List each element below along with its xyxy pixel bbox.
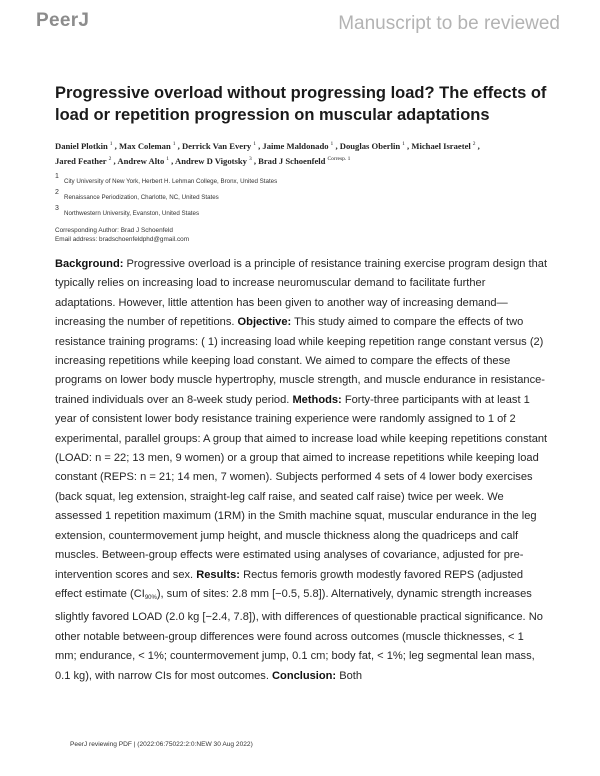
author-affil-mark: 1 — [330, 141, 334, 147]
affiliation-text: City University of New York, Herbert H. Lehman College, Bronx, United States — [64, 178, 278, 185]
corresponding-author — [55, 226, 565, 244]
methods-text: Forty-three participants with at least 1 year of consistent lower body resistance training experience were randomly assigned to 1 of 2 experimental, parallel groups: A group that aimed to increase load while keeping repetitions constant (LOAD: n = 22; 13 men, 9 women) or a group that aimed to increase repetitions while keeping load constant (REPS: n = 21; 14 men, 7 women). Subjects performed 4 sets of 4 lower body exercises (back squat, leg extension, straight-leg calf raise, and seated calf raise) twice per week. We assessed 1 repetition maximum (1RM) in the Smith machine squat, muscular endurance in the leg extension, countermovement jump height, and muscle thickness along the quadriceps and calf muscles. Between-group effects were estimated using analyses of covariance, adjusted for pre-intervention scores and sex. — [55, 393, 548, 581]
affiliation-text: Northwestern University, Evanston, United States — [64, 210, 200, 217]
author-affil-mark: 3 — [248, 156, 252, 162]
author-affil-mark: 2 — [472, 141, 476, 147]
peerj-logo: PeerJ — [36, 10, 90, 31]
abstract — [55, 255, 548, 686]
affiliation-item — [55, 174, 565, 190]
affiliation-item — [55, 190, 565, 206]
corresponding-author-email: Email address: bradschoenfeldphd@gmail.com — [55, 236, 190, 243]
author-name: Douglas Oberlin — [339, 141, 401, 151]
author-affil-mark: 1 — [166, 156, 169, 162]
objective-label: Objective: — [237, 316, 292, 329]
methods-label: Methods: — [292, 393, 342, 406]
manuscript-status: Manuscript to be reviewed — [338, 13, 560, 34]
results-text-continued: ), sum of sites: 2.8 mm [−0.5, 5.8]). Alternatively, dynamic strength increases slightly favored LOAD (2.0 kg [−2.4, 7.8]), with differences of questionable practical significance. No other notable between-group differences were found across outcomes (muscle thicknesses, < 1 mm; endurance, < 1%; countermovement jump, 0.1 cm; body fat, < 1%; leg segmental lean mass, 0.1 kg), with narrow CIs for most outcomes. — [55, 587, 543, 682]
conclusion-label: Conclusion: — [272, 669, 337, 682]
affiliation-text: Renaissance Periodization, Charlotte, NC, United States — [64, 194, 219, 201]
author-affil-mark: 1 — [172, 141, 176, 147]
results-label: Results: — [196, 568, 241, 581]
affiliation-number: 2 — [55, 189, 59, 196]
results-text: Rectus femoris growth modestly favored REPS (adjusted effect estimate (CI — [55, 568, 524, 600]
author-name: Jaime Maldonado — [262, 141, 329, 151]
paper-title: Progressive overload without progressing load? The effects of load or repetition progression on muscular adaptations — [55, 84, 547, 124]
background-text: Progressive overload is a principle of resistance training exercise program design that typically relies on increasing load to increase neuromuscular demand to facilitate further adaptations. However, little attention has been given to another way of increasing demand—increasing the number of repetitions. — [55, 258, 548, 329]
affiliation-number: 3 — [55, 205, 59, 212]
corresponding-author-name: Corresponding Author: Brad J Schoenfeld — [55, 227, 173, 234]
author-list: Daniel Plotkin $^1$ , Max Coleman $^1$ , Derrick Van Every $^1$ , Jaime Maldonado $^1$ , Douglas Oberlin $^1$ , Michael Israetel $^2$ , Jared Feather $^2$ , Andrew Alto $^1$ , Andrew D Vigotsky $^3$ , Brad J Schoenfeld $^{Corresp. 1}$ — [55, 141, 480, 166]
author-name: Derrick Van Every — [181, 141, 252, 151]
author-affil-mark: 1 — [253, 141, 256, 147]
author-affil-mark: 1 — [109, 141, 113, 147]
author-name: Michael Israetel — [411, 141, 471, 151]
affiliation-item — [55, 206, 565, 222]
ci-subscript: 90% — [144, 594, 157, 601]
author-name: Jared Feather — [55, 156, 107, 166]
author-name: Andrew Alto — [117, 156, 165, 166]
author-affil-mark: 1 — [402, 141, 405, 147]
page-footer: PeerJ reviewing PDF | (2022:06:75022:2:0:NEW 30 Aug 2022) — [70, 741, 253, 748]
affiliation-list — [55, 174, 565, 222]
author-name: Daniel Plotkin — [55, 141, 108, 151]
conclusion-text: Both — [336, 669, 363, 682]
background-label: Background: — [55, 258, 124, 270]
author-name: Brad J Schoenfeld — [258, 156, 326, 166]
author-affil-mark: Corresp. 1 — [327, 156, 351, 162]
objective-text: This study aimed to compare the effects of two resistance training programs: ( 1) increasing load while keeping repetition range constant versus (2) increasing repetitions while keeping load constant. We aimed to compare the effects of these programs on lower body muscle hypertrophy, muscle strength, and muscle endurance in resistance-trained individuals over an 8-week study period. — [55, 316, 546, 406]
author-name: Andrew D Vigotsky — [174, 156, 247, 166]
author-affil-mark: 2 — [108, 156, 112, 162]
affiliation-number: 1 — [55, 173, 59, 180]
author-name: Max Coleman — [118, 141, 171, 151]
